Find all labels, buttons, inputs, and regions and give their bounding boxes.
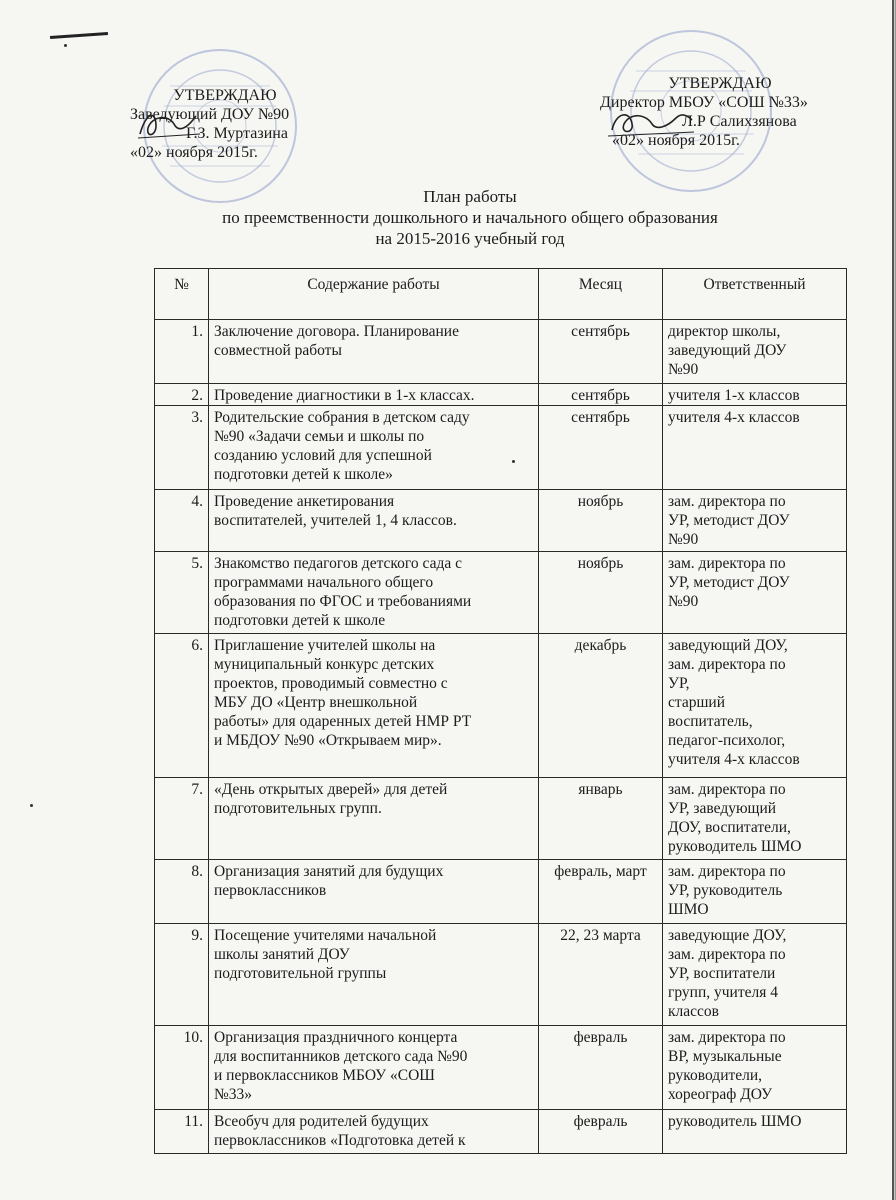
row-content: Организация праздничного концерта для воспитанников детского сада №90 и первоклассников МБОУ «СОШ №33» xyxy=(209,1026,539,1110)
row-responsible: директор школы, заведующий ДОУ №90 xyxy=(663,320,847,384)
signature-icon xyxy=(134,104,204,144)
header-responsible: Ответственный xyxy=(663,269,847,320)
row-month: январь xyxy=(539,778,663,860)
plan-table xyxy=(154,268,847,1154)
title-line: План работы xyxy=(423,187,517,206)
row-month: февраль xyxy=(539,1110,663,1154)
scan-speck xyxy=(64,44,67,47)
row-responsible: зам. директора по ВР, музыкальные руководители, хореограф ДОУ xyxy=(663,1026,847,1110)
header-number: № xyxy=(155,269,209,320)
table-row xyxy=(155,924,847,1026)
row-number: 5. xyxy=(155,552,209,634)
row-content: Знакомство педагогов детского сада с программами начального общего образования по ФГОС и требованиями подготовки детей к школе xyxy=(209,552,539,634)
row-content: «День открытых дверей» для детей подготовительных групп. xyxy=(209,778,539,860)
row-responsible: заведующие ДОУ, зам. директора по УР, воспитатели групп, учителя 4 классов xyxy=(663,924,847,1026)
document-title xyxy=(150,186,790,249)
approval-heading: УТВЕРЖДАЮ xyxy=(173,87,277,104)
row-month: декабрь xyxy=(539,634,663,778)
row-month: сентябрь xyxy=(539,406,663,490)
table-row xyxy=(155,778,847,860)
row-responsible: руководитель ШМО xyxy=(663,1110,847,1154)
table-row xyxy=(155,406,847,490)
approval-position: Заведующий ДОУ №90 xyxy=(130,106,290,123)
row-month: ноябрь xyxy=(539,552,663,634)
approval-date: «02» ноября 2015г. xyxy=(130,144,258,161)
table-row xyxy=(155,860,847,924)
pen-mark xyxy=(50,32,108,39)
row-month: сентябрь xyxy=(539,320,663,384)
row-number: 9. xyxy=(155,924,209,1026)
approval-heading: УТВЕРЖДАЮ xyxy=(668,75,772,92)
approval-date: «02» ноября 2015г. xyxy=(612,132,740,149)
row-content: Проведение диагностики в 1-х классах. xyxy=(209,384,539,406)
row-number: 4. xyxy=(155,490,209,552)
table-row xyxy=(155,320,847,384)
row-number: 8. xyxy=(155,860,209,924)
row-content: Заключение договора. Планирование совместной работы xyxy=(209,320,539,384)
row-number: 7. xyxy=(155,778,209,860)
row-responsible: учителя 4-х классов xyxy=(663,406,847,490)
table-row xyxy=(155,634,847,778)
approval-name: Л.Р Салихзянова xyxy=(682,113,797,130)
row-number: 2. xyxy=(155,384,209,406)
header-month: Месяц xyxy=(539,269,663,320)
title-line: на 2015-2016 учебный год xyxy=(375,229,565,248)
row-month: 22, 23 марта xyxy=(539,924,663,1026)
row-number: 11. xyxy=(155,1110,209,1154)
row-number: 6. xyxy=(155,634,209,778)
table-header-row xyxy=(155,269,847,320)
title-line: по преемственности дошкольного и начального общего образования xyxy=(222,208,718,227)
row-number: 10. xyxy=(155,1026,209,1110)
row-month: февраль xyxy=(539,1026,663,1110)
row-responsible: учителя 1-х классов xyxy=(663,384,847,406)
table-row xyxy=(155,1110,847,1154)
row-responsible: зам. директора по УР, методист ДОУ №90 xyxy=(663,490,847,552)
row-month: сентябрь xyxy=(539,384,663,406)
row-number: 1. xyxy=(155,320,209,384)
row-responsible: зам. директора по УР, методист ДОУ №90 xyxy=(663,552,847,634)
row-responsible: зам. директора по УР, заведующий ДОУ, воспитатели, руководитель ШМО xyxy=(663,778,847,860)
row-month: ноябрь xyxy=(539,490,663,552)
row-responsible: заведующий ДОУ, зам. директора по УР, старший воспитатель, педагог-психолог, учителя 4-х классов xyxy=(663,634,847,778)
table-row xyxy=(155,490,847,552)
row-content: Родительские собрания в детском саду №90 «Задачи семьи и школы по созданию условий для успешной подготовки детей к школе» xyxy=(209,406,539,490)
scan-speck xyxy=(30,804,33,807)
row-content: Всеобуч для родителей будущих первоклассников «Подготовка детей к xyxy=(209,1110,539,1154)
row-content: Проведение анкетирования воспитателей, учителей 1, 4 классов. xyxy=(209,490,539,552)
row-month: февраль, март xyxy=(539,860,663,924)
approval-position: Директор МБОУ «СОШ №33» xyxy=(600,94,808,111)
header-content: Содержание работы xyxy=(209,269,539,320)
row-content: Организация занятий для будущих первоклассников xyxy=(209,860,539,924)
row-content: Посещение учителями начальной школы занятий ДОУ подготовительной группы xyxy=(209,924,539,1026)
table-row xyxy=(155,1026,847,1110)
scan-speck xyxy=(512,460,515,463)
table-row xyxy=(155,552,847,634)
row-responsible: зам. директора по УР, руководитель ШМО xyxy=(663,860,847,924)
row-number: 3. xyxy=(155,406,209,490)
approval-name: Г.З. Муртазина xyxy=(186,125,288,142)
table-row xyxy=(155,384,847,406)
signature-icon xyxy=(606,100,696,142)
row-content: Приглашение учителей школы на муниципальный конкурс детских проектов, проводимый совместно с МБУ ДО «Центр внешкольной работы» для одаренных детей НМР РТ и МБДОУ №90 «Открываем мир». xyxy=(209,634,539,778)
